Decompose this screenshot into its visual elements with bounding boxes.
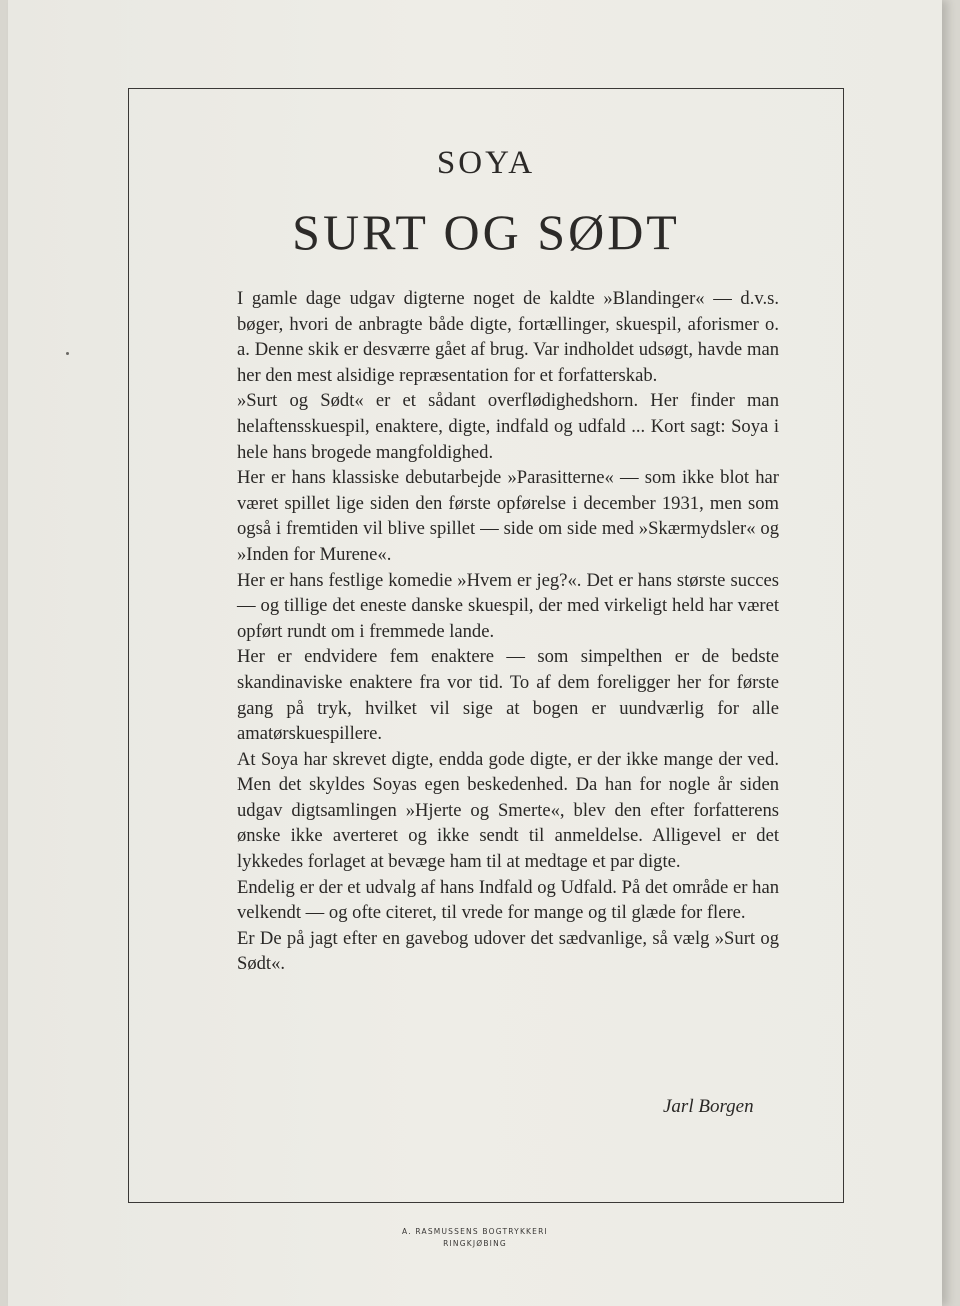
blurb-paragraph-7: Endelig er der et udvalg af hans Indfald og Udfald. På det område er han velkendt — og ofte citeret, til vrede for mange og til glæde for flere. xyxy=(237,876,779,924)
blurb-paragraph-3: Her er hans klassiske debutarbejde »Parasitterne« — som ikke blot har været spillet lige siden den første opførelse i december 1931, men som også i fremtiden vil blive spillet — side om side med »Skærmydsler« og »Inden for Murene«. xyxy=(237,467,779,565)
blurb-paragraph-8: Er De på jagt efter en gavebog udover det sædvanlige, så vælg »Surt og Sødt«. xyxy=(237,927,779,975)
book-title: SURT OG SØDT xyxy=(292,204,680,260)
printer-city: RINGKJØBING xyxy=(443,1239,507,1248)
blurb-text xyxy=(237,286,779,977)
blurb-paragraph-1: I gamle dage udgav digterne noget de kaldte »Blandinger« — d.v.s. bøger, hvori de anbragte både digte, fortællinger, skuespil, aforismer o. a. Denne skik er desværre gået af brug. Var indholdet udsøgt, havde man her den mest alsidige repræsentation for et forfatterskab. xyxy=(237,288,779,386)
printer-name: A. RASMUSSENS BOGTRYKKERI xyxy=(402,1227,548,1236)
blurb-paragraph-2: »Surt og Sødt« er et sådant overflødighedshorn. Her finder man helaftensskuespil, enaktere, digte, indfald og udfald ... Kort sagt: Soya i hele hans brogede mangfoldighed. xyxy=(237,390,779,463)
text-frame xyxy=(128,88,844,1203)
printer-imprint xyxy=(8,1226,942,1250)
blurb-paragraph-4: Her er hans festlige komedie »Hvem er jeg?«. Det er hans største succes — og tillige det eneste danske skuespil, der med virkeligt held har været opført rundt om i fremmede lande. xyxy=(237,569,779,642)
paper-speck xyxy=(66,352,69,355)
blurb-paragraph-6: At Soya har skrevet digte, endda gode digte, er der ikke mange der ved. Men det skyldes Soyas egen beskedenhed. Da han for nogle år siden udgav digtsamlingen »Hjerte og Smerte«, blev den efter forfatterens ønske ikke averteret og ikke sendt til anmeldelse. Alligevel er det lykkedes forlaget at bevæge ham til at medtage et par digte. xyxy=(237,748,779,873)
book-back-cover xyxy=(8,0,942,1306)
author-name: SOYA xyxy=(436,145,536,181)
signature: Jarl Borgen xyxy=(663,1096,754,1117)
blurb-paragraph-5: Her er endvidere fem enaktere — som simpelthen er de bedste skandinaviske enaktere fra vor tid. To af dem foreligger her for første gang på tryk, hvilket vil sige at bogen er uundværlig for alle amatørskuespillere. xyxy=(237,646,779,745)
